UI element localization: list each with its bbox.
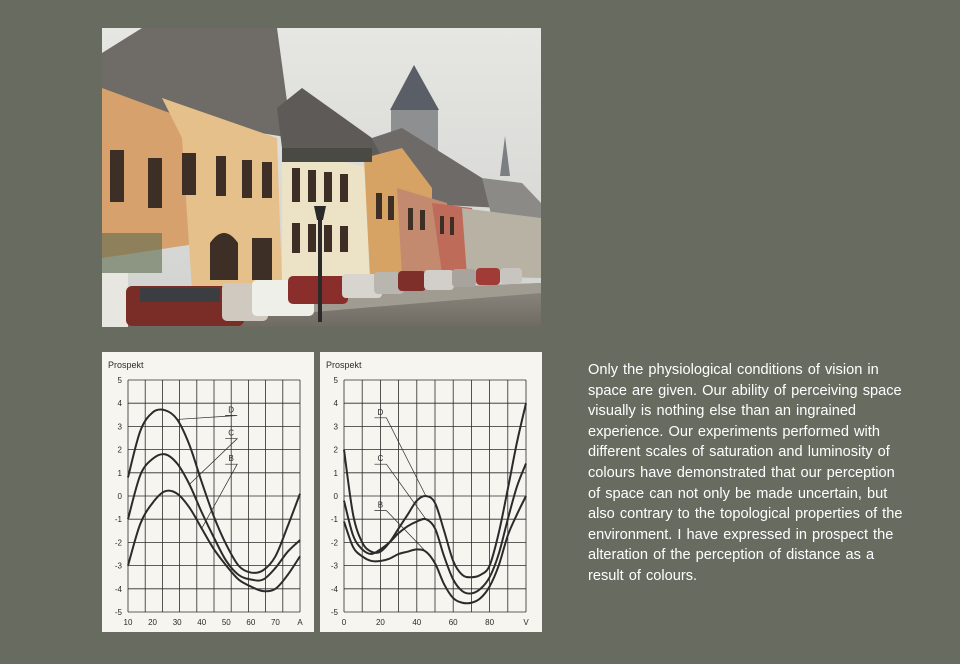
chart-title: Prospekt	[108, 360, 144, 370]
x-tick-label: A	[297, 618, 303, 627]
y-tick-label: -2	[114, 538, 122, 548]
description-text: Only the physiological conditions of vision in space are given. Our ability of perceiving space visually is nothing else than an ingrained experience. Our experiments performed with different scales of saturation and luminosity of colours have demonstrated that our perception of space can not only be made uncertain, but also contrary to the topological properties of the environment. I have expressed in prospect the alteration of the perception of distance as a result of colours.	[588, 362, 903, 584]
y-tick-label: -4	[330, 584, 338, 594]
street-photograph	[102, 28, 541, 327]
x-tick-label: 80	[485, 618, 495, 627]
street-photograph-illustration	[102, 28, 541, 327]
y-tick-label: -3	[330, 561, 338, 571]
prospekt-chart-left	[102, 352, 314, 632]
y-tick-label: 1	[117, 468, 122, 478]
x-tick-label: 20	[375, 618, 385, 627]
series-label-c: C	[377, 454, 384, 464]
series-label-c: C	[228, 428, 235, 438]
x-tick-label: 40	[197, 618, 207, 627]
chart-title: Prospekt	[326, 360, 362, 370]
series-leader-d	[177, 415, 237, 419]
y-tick-label: 0	[333, 492, 338, 501]
x-tick-label: 20	[148, 618, 158, 627]
prospekt-chart-right	[320, 352, 542, 632]
x-tick-label: 40	[412, 618, 422, 627]
y-tick-label: 2	[117, 445, 122, 455]
y-tick-label: 3	[333, 422, 338, 432]
series-label-b: B	[377, 500, 384, 510]
y-tick-label: 3	[117, 422, 122, 432]
y-tick-label: 2	[333, 445, 338, 455]
x-tick-label: V	[523, 618, 529, 627]
x-tick-label: 60	[448, 618, 458, 627]
y-tick-label: 4	[117, 399, 122, 409]
x-tick-label: 60	[246, 618, 256, 627]
y-tick-label: -2	[330, 538, 338, 548]
prospekt-chart-left-svg	[102, 352, 314, 632]
y-tick-label: 5	[117, 376, 122, 385]
y-tick-label: 0	[117, 492, 122, 501]
x-tick-label: 30	[172, 618, 182, 627]
y-tick-label: -1	[114, 515, 122, 525]
x-tick-label: 50	[221, 618, 231, 627]
y-tick-label: 4	[333, 399, 338, 409]
series-label-d: D	[228, 405, 235, 415]
y-tick-label: -1	[330, 515, 338, 525]
y-tick-label: -5	[114, 608, 122, 617]
y-tick-label: 1	[333, 468, 338, 478]
series-label-b: B	[228, 454, 234, 464]
x-tick-label: 0	[341, 618, 347, 627]
x-tick-label: 10	[123, 618, 133, 627]
prospekt-chart-right-svg	[320, 352, 542, 632]
x-tick-label: 70	[270, 618, 280, 627]
y-tick-label: 5	[333, 376, 338, 385]
y-tick-label: -3	[114, 561, 122, 571]
y-tick-label: -4	[114, 584, 122, 594]
series-label-d: D	[377, 407, 384, 417]
y-tick-label: -5	[330, 608, 338, 617]
